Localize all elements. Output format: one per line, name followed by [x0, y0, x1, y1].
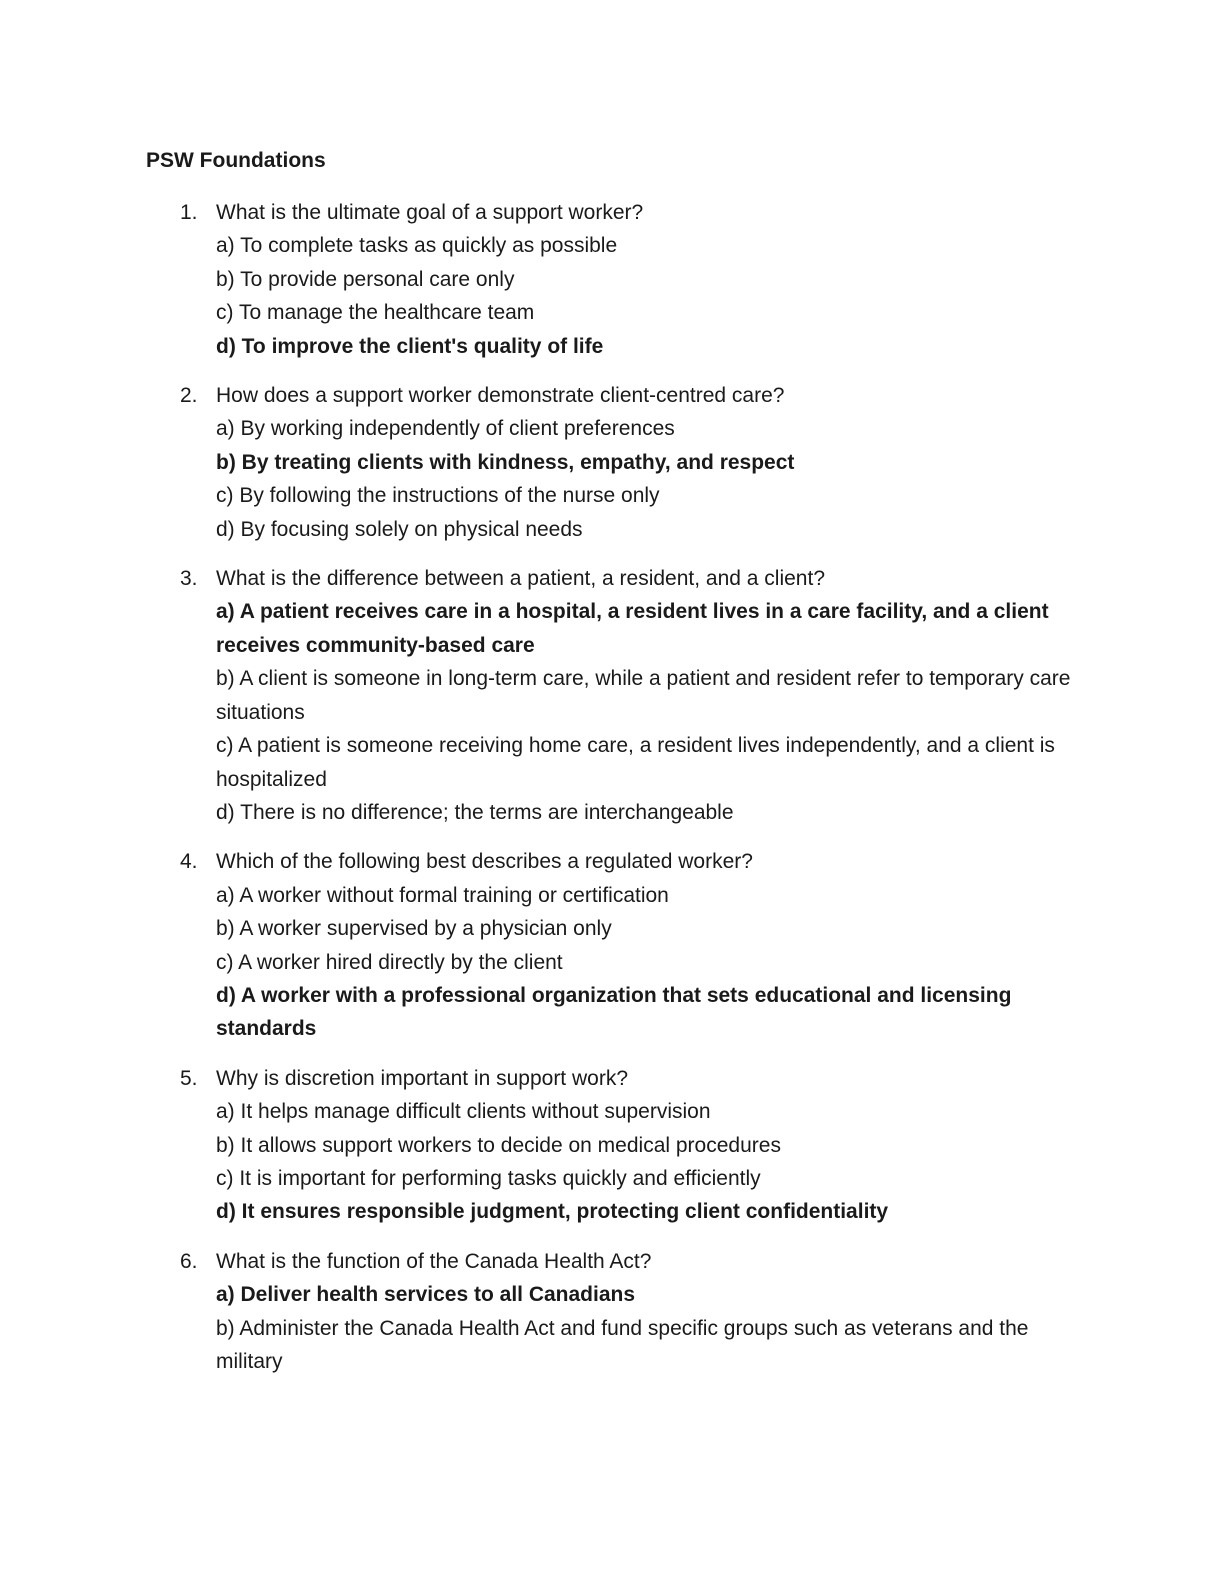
question-number: 1. [180, 201, 198, 224]
answer-option: b) To provide personal care only [216, 267, 515, 291]
correct-answer-option: a) Deliver health services to all Canadians [216, 1283, 636, 1307]
question-item [0, 196, 1224, 363]
question-item [0, 1062, 1224, 1229]
answer-option: a) A worker without formal training or certification [216, 883, 669, 907]
correct-answer-option: d) It ensures responsible judgment, protecting client confidentiality [216, 1200, 889, 1224]
question-number: 4. [180, 850, 198, 874]
question-list [0, 196, 1224, 1394]
answer-option: b) A worker supervised by a physician only [216, 917, 612, 941]
answer-option: c) A worker hired directly by the client [216, 950, 563, 974]
question-text: How does a support worker demonstrate client-centred care? [216, 384, 785, 408]
correct-answer-option: d) To improve the client's quality of life [216, 334, 604, 358]
answer-option: a) To complete tasks as quickly as possible [216, 234, 618, 258]
question-text: Why is discretion important in support work? [216, 1066, 628, 1090]
answer-option: c) A patient is someone receiving home care, a resident lives independently, and a client is hospitalized [216, 734, 1055, 791]
answer-option: d) By focusing solely on physical needs [216, 517, 583, 541]
question-number: 6. [180, 1249, 198, 1273]
question-number: 5. [180, 1066, 198, 1090]
correct-answer-option: a) A patient receives care in a hospital, a resident lives in a care facility, and a client receives community-based care [216, 600, 1049, 657]
question-text: Which of the following best describes a regulated worker? [216, 850, 753, 874]
correct-answer-option: d) A worker with a professional organization that sets educational and licensing standards [216, 983, 1012, 1041]
answer-option: c) To manage the healthcare team [216, 301, 535, 325]
answer-option: b) It allows support workers to decide on medical procedures [216, 1133, 781, 1157]
question-item [0, 1245, 1224, 1379]
answer-option: a) It helps manage difficult clients without supervision [216, 1100, 711, 1124]
answer-option: c) It is important for performing tasks quickly and efficiently [216, 1166, 761, 1190]
answer-option: c) By following the instructions of the nurse only [216, 484, 660, 508]
question-text: What is the function of the Canada Health Act? [216, 1249, 652, 1273]
question-item [0, 562, 1224, 829]
answer-option: b) A client is someone in long-term care, while a patient and resident refer to temporary care situations [216, 667, 1071, 724]
correct-answer-option: b) By treating clients with kindness, empathy, and respect [216, 450, 795, 474]
question-item [0, 379, 1224, 546]
question-text: What is the ultimate goal of a support worker? [216, 201, 644, 224]
answer-option: d) There is no difference; the terms are interchangeable [216, 800, 734, 824]
question-item [0, 845, 1224, 1045]
question-number: 3. [180, 567, 198, 591]
answer-option: b) Administer the Canada Health Act and fund specific groups such as veterans and the military [216, 1316, 1029, 1373]
page-title: PSW Foundations [146, 149, 326, 172]
answer-option: a) By working independently of client preferences [216, 417, 675, 441]
question-text: What is the difference between a patient, a resident, and a client? [216, 567, 825, 591]
question-number: 2. [180, 384, 198, 408]
